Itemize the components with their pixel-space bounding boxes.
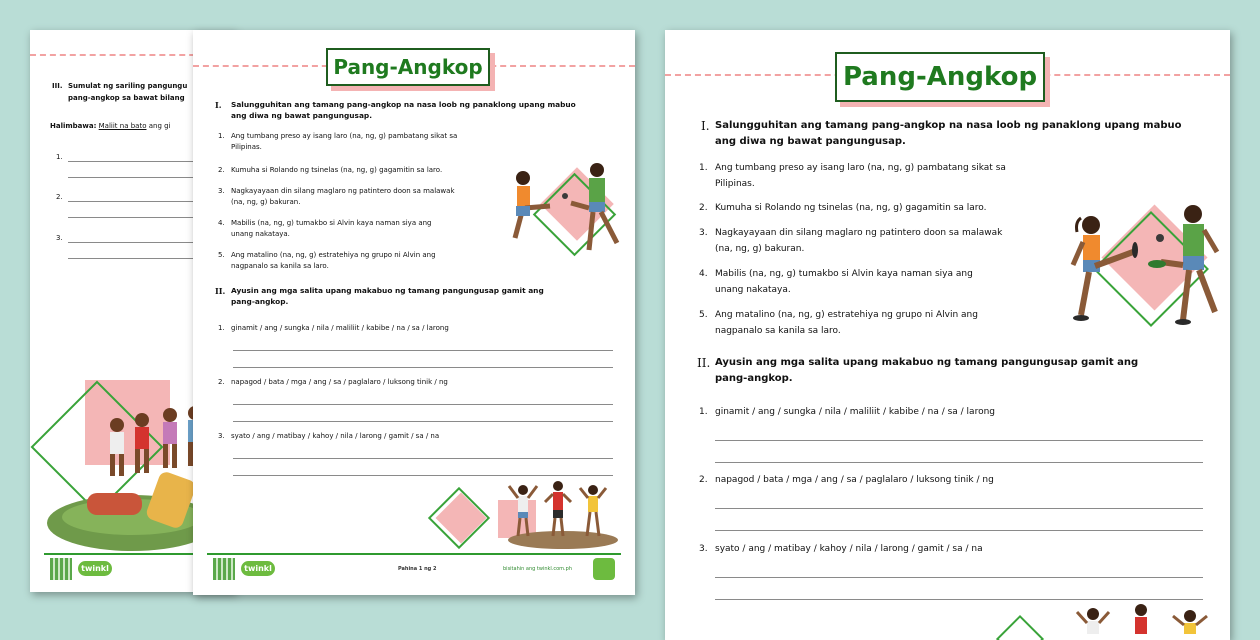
back-example: Halimbawa: Maliit na bato ang gi [50, 122, 171, 130]
s1-item-num: 1. [218, 132, 225, 140]
s2-item-num: 1. [218, 324, 225, 332]
back-instruction-line1: Sumulat ng sariling pangungu [68, 82, 188, 90]
s1-item-text: nagpanalo sa kanila sa laro. [231, 262, 329, 270]
s1-item-num: 4. [218, 219, 225, 227]
s1-item-text: Ang matalino (na, ng, g) estratehiya ng grupo ni Alvin ang [231, 251, 436, 259]
twinkl-logo: twinkl [241, 561, 275, 576]
section1-instruction-line1: Salungguhitan ang tamang pang-angkop na nasa loob ng panaklong upang mabuo [715, 120, 1182, 131]
s1-item-text: (na, ng, g) bakuran. [231, 198, 301, 206]
s2-item-num: 1. [699, 407, 708, 417]
qr-code-icon [213, 558, 235, 580]
s1-item-text: Pilipinas. [231, 143, 262, 151]
answer-line [715, 599, 1203, 600]
s1-item-text: Ang tumbang preso ay isang laro (na, ng, g) pambatang sikat sa [231, 132, 458, 140]
answer-line [233, 458, 613, 459]
answer-line [233, 350, 613, 351]
s2-item-text: ginamit / ang / sungka / nila / maliliit / kabibe / na / sa / larong [231, 324, 449, 332]
s1-item-text: Ang tumbang preso ay isang laro (na, ng, g) pambatang sikat sa [715, 163, 1006, 173]
s1-item-text: unang nakataya. [231, 230, 290, 238]
s1-item-text: Kumuha si Rolando ng tsinelas (na, ng, g) gagamitin sa laro. [715, 203, 987, 213]
answer-line [715, 508, 1203, 509]
worksheet-title: Pang-Angkop [326, 48, 490, 86]
answer-line [233, 367, 613, 368]
s2-item-text: napagod / bata / mga / ang / sa / paglalaro / luksong tinik / ng [231, 378, 448, 386]
s1-item-text: Mabilis (na, ng, g) tumakbo si Alvin kaya naman siya ang [231, 219, 432, 227]
s1-item-text: Nagkayayaan din silang maglaro ng patintero doon sa malawak [715, 228, 1003, 238]
kids-playing-sipa-illustration [505, 158, 625, 268]
answer-line [715, 530, 1203, 531]
s1-item-text: Ang matalino (na, ng, g) estratehiya ng grupo ni Alvin ang [715, 310, 978, 320]
s1-item-num: 3. [699, 228, 708, 238]
s1-item-text: Nagkayayaan din silang maglaro ng patintero doon sa malawak [231, 187, 455, 195]
footer-line [207, 553, 621, 555]
section2-instruction-line2: pang-angkop. [715, 373, 793, 384]
back-instruction-line2: pang-angkop sa bawat bilang [68, 94, 185, 102]
answer-line [233, 475, 613, 476]
middle-worksheet-page [193, 30, 635, 595]
back-section-numeral: III. [52, 82, 63, 90]
section1-instruction-line2: ang diwa ng bawat pangungusap. [715, 136, 906, 147]
s2-item-text: syato / ang / matibay / kahoy / nila / larong / gamit / sa / na [231, 432, 440, 440]
s2-item-text: napagod / bata / mga / ang / sa / paglalaro / luksong tinik / ng [715, 475, 994, 485]
twinkl-logo: twinkl [78, 561, 112, 576]
s2-item-num: 2. [699, 475, 708, 485]
s1-item-num: 3. [218, 187, 225, 195]
s2-item-num: 2. [218, 378, 225, 386]
section2-instruction-line1: Ayusin ang mga salita upang makabuo ng tamang pangungusap gamit ang [231, 286, 544, 295]
page-number: Pahina 1 ng 2 [398, 566, 437, 572]
back-num-1: 1. [56, 153, 63, 161]
s1-item-num: 2. [699, 203, 708, 213]
main-worksheet-page [665, 30, 1230, 640]
decor-green-diamond [428, 487, 490, 549]
s1-item-num: 5. [699, 310, 708, 320]
back-num-2: 2. [56, 193, 63, 201]
back-num-3: 3. [56, 234, 63, 242]
kids-cheering-illustration [503, 480, 618, 550]
s1-item-text: (na, ng, g) bakuran. [715, 244, 805, 254]
s1-item-num: 5. [218, 251, 225, 259]
decor-green-diamond [996, 615, 1044, 640]
section2-numeral: II. [697, 356, 711, 370]
qr-code-icon [50, 558, 72, 580]
section1-instruction-line1: Salungguhitan ang tamang pang-angkop na nasa loob ng panaklong upang mabuo [231, 100, 576, 109]
website-link[interactable]: bisitahin ang twinkl.com.ph [503, 566, 572, 572]
s1-item-text: nagpanalo sa kanila sa laro. [715, 326, 841, 336]
s1-item-text: Pilipinas. [715, 179, 755, 189]
s1-item-text: Kumuha si Rolando ng tsinelas (na, ng, g) gagamitin sa laro. [231, 166, 443, 174]
s2-item-num: 3. [218, 432, 225, 440]
s1-item-num: 1. [699, 163, 708, 173]
s1-item-num: 4. [699, 269, 708, 279]
s1-item-text: Mabilis (na, ng, g) tumakbo si Alvin kaya naman siya ang [715, 269, 973, 279]
worksheet-title: Pang-Angkop [835, 52, 1045, 102]
answer-line [233, 404, 613, 405]
answer-line [715, 440, 1203, 441]
s1-item-text: unang nakataya. [715, 285, 791, 295]
section2-instruction-line2: pang-angkop. [231, 297, 289, 306]
answer-line [715, 462, 1203, 463]
kids-playing-sipa-illustration [1065, 200, 1230, 330]
section1-numeral: I. [701, 119, 710, 133]
answer-line [233, 421, 613, 422]
s2-item-text: syato / ang / matibay / kahoy / nila / larong / gamit / sa / na [715, 544, 983, 554]
s1-item-num: 2. [218, 166, 225, 174]
section2-numeral: II. [215, 286, 226, 296]
section2-instruction-line1: Ayusin ang mga salita upang makabuo ng tamang pangungusap gamit ang [715, 357, 1139, 368]
section1-numeral: I. [215, 100, 222, 110]
answer-line [715, 577, 1203, 578]
section1-instruction-line2: ang diwa ng bawat pangungusap. [231, 111, 373, 120]
s2-item-num: 3. [699, 544, 708, 554]
twinkl-badge-icon [593, 558, 615, 580]
s2-item-text: ginamit / ang / sungka / nila / maliliit / kabibe / na / sa / larong [715, 407, 996, 417]
